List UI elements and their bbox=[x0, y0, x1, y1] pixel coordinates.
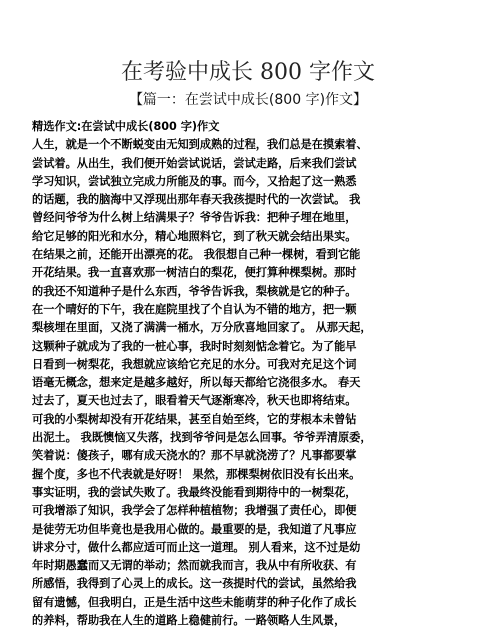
body-line: 握个度，多也不代表就是好呀！ 果然，那棵梨树依旧没有长出来。 bbox=[32, 467, 361, 481]
body-line: 的养料，帮助我在人生的道路上稳健前行。一路领略人生风景， bbox=[32, 614, 346, 628]
body-line: 人生，就是一个不断蜕变由无知到成熟的过程，我们总是在摸索着、 bbox=[32, 138, 368, 152]
body-line: 在结果之前，还能开出漂亮的花。 我很想自己种一棵树，看到它能 bbox=[32, 248, 361, 262]
body-line: 尝试着。从出生，我们便开始尝试说话，尝试走路，后来我们尝试 bbox=[32, 156, 357, 170]
body-line: 笑着说：傻孩子，哪有成天浇水的？那不早就浇涝了？凡事都要掌 bbox=[32, 449, 357, 463]
body-line: 的话题，我的脑海中又浮现出那年春天我孩提时代的一次尝试。 我 bbox=[32, 193, 361, 207]
body-line: 过去了，夏天也过去了，眼看着天气逐渐寒冷，秋天也即将结束。 bbox=[32, 394, 357, 408]
body-line: 是徒劳无功但毕竟也是我用心做的。最重要的是，我知道了凡事应 bbox=[32, 522, 357, 536]
body-line: 这颗种子就成为了我的一桩心事，我时时刻刻惦念着它。为了能早 bbox=[32, 339, 357, 353]
body-line: 开花结果。我一直喜欢那一树洁白的梨花，便打算种棵梨树。那时 bbox=[32, 266, 357, 280]
body-line: 年时期愚蠢而又无谓的举动；然而就我而言，我从中有所收获、有 bbox=[32, 559, 357, 573]
body-line: 曾经问爷爷为什么树上结满果子？爷爷告诉我：把种子埋在地里， bbox=[32, 211, 357, 225]
body-line: 梨核埋在里面，又浇了满满一桶水，万分欣喜地回家了。 从那天起， bbox=[32, 321, 372, 335]
body-line: 日看到一树梨花，我想就应该给它充足的水分。可我对充足这个词 bbox=[32, 357, 357, 371]
document-title: 在考验中成长 800 字作文 bbox=[121, 60, 375, 85]
body-line: 讲求分寸，做什么都应适可而止这一道理。 别人看来，这不过是幼 bbox=[32, 540, 361, 554]
document-subtitle: 【篇一：在尝试中成长(800 字)作文】 bbox=[128, 92, 368, 108]
body-line: 可我增添了知识，我学会了怎样种植植物；我增强了责任心，即便 bbox=[32, 504, 357, 518]
document-body bbox=[32, 118, 480, 630]
body-line: 在一个晴好的下午，我在庭院里找了个自认为不错的地方，把一颗 bbox=[32, 302, 357, 316]
body-line: 出泥土。 我既懊恼又失落，找到爷爷问是怎么回事。爷爷弄清原委， bbox=[32, 431, 372, 445]
body-line: 事实证明，我的尝试失败了。我最终没能看到期待中的一树梨花， bbox=[32, 485, 357, 499]
body-line: 语毫无概念，想来定是越多越好，所以每天都给它浇很多水。 春天 bbox=[32, 376, 361, 390]
body-line: 的我还不知道种子是什么东西，爷爷告诉我，梨核就是它的种子。 bbox=[32, 284, 357, 298]
body-line: 可我的小梨树却没有开花结果，甚至自始至终，它的芽根本未曾钻 bbox=[32, 412, 357, 426]
body-line: 给它足够的阳光和水分，精心地照料它，到了秋天就会结出果实。 bbox=[32, 229, 357, 243]
body-line: 所感悟，我得到了心灵上的成长。这一孩提时代的尝试，虽然给我 bbox=[32, 577, 357, 591]
body-line: 留有遗憾，但我明白，正是生活中这些未能萌芽的种子化作了成长 bbox=[32, 595, 357, 609]
section-heading: 精选作文:在尝试中成长(800 字)作文 bbox=[32, 120, 220, 133]
body-line: 学习知识，尝试独立完成力所能及的事。而今，又拾起了这一熟悉 bbox=[32, 174, 357, 188]
